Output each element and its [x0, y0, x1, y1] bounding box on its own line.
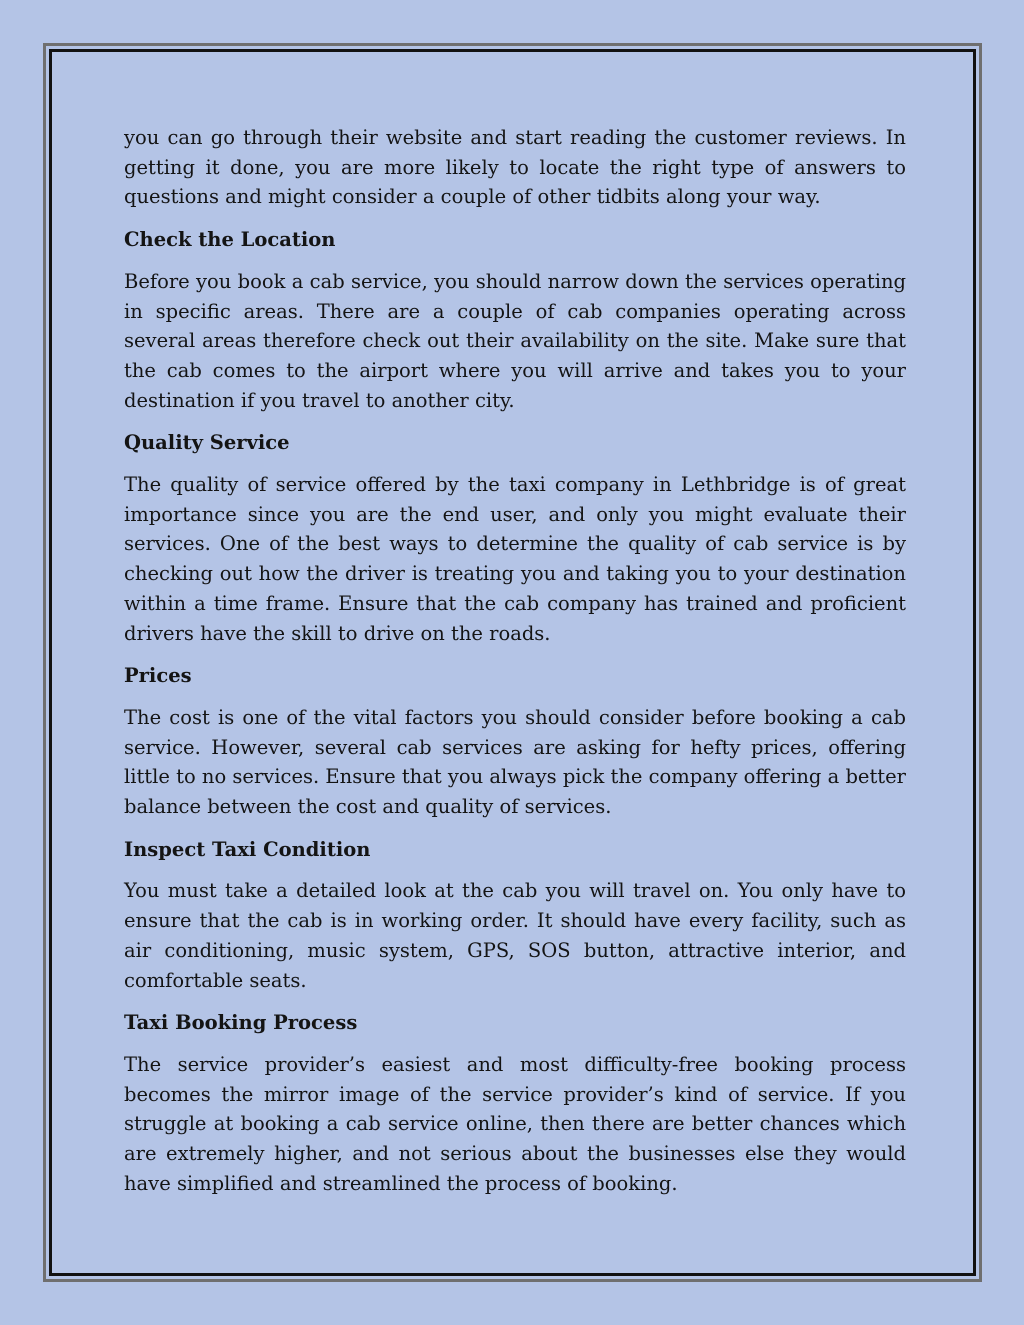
heading-taxi-booking-process: Taxi Booking Process	[124, 1011, 358, 1035]
intro-paragraph: you can go through their website and start reading the customer reviews. In getting it done, you are more likely to locate the right type of answers to questions and might consider a couple of other tidbits along your way.	[124, 126, 906, 209]
paragraph-quality-service: The quality of service offered by the taxi company in Lethbridge is of great importance since you are the end user, and only you might evaluate their services. One of the best ways to determine the quality of cab service is by checking out how the driver is treating you and taking you to your destination within a time frame. Ensure that the cab company has trained and proficient drivers have the skill to drive on the roads.	[124, 473, 906, 645]
paragraph-inspect-taxi-condition: You must take a detailed look at the cab you will travel on. You only have to ensure that the cab is in working order. It should have every facility, such as air conditioning, music system, GPS, SOS button, attractive interior, and comfortable seats.	[124, 879, 906, 992]
paragraph-taxi-booking-process: The service provider’s easiest and most difficulty-free booking process becomes the mirror image of the service provider’s kind of service. If you struggle at booking a cab service online, then there are better chances which are extremely higher, and not serious about the businesses else they would have simplified and streamlined the process of booking.	[124, 1052, 906, 1195]
heading-quality-service: Quality Service	[124, 431, 290, 455]
paragraph-check-location: Before you book a cab service, you should narrow down the services operating in specific areas. There are a couple of cab companies operating across several areas therefore check out their availability on the site. Make sure that the cab comes to the airport where you will arrive and takes you to your destination if you travel to another city.	[124, 269, 906, 412]
heading-inspect-taxi-condition: Inspect Taxi Condition	[124, 837, 371, 861]
document-content	[124, 123, 906, 1212]
page-frame	[43, 43, 982, 1282]
heading-check-location: Check the Location	[124, 228, 336, 252]
page-inner-border	[49, 49, 976, 1276]
paragraph-prices: The cost is one of the vital factors you should consider before booking a cab service. However, several cab services are asking for hefty prices, offering little to no services. Ensure that you always pick the company offering a better balance between the cost and quality of services.	[124, 705, 906, 819]
heading-prices: Prices	[124, 664, 192, 688]
